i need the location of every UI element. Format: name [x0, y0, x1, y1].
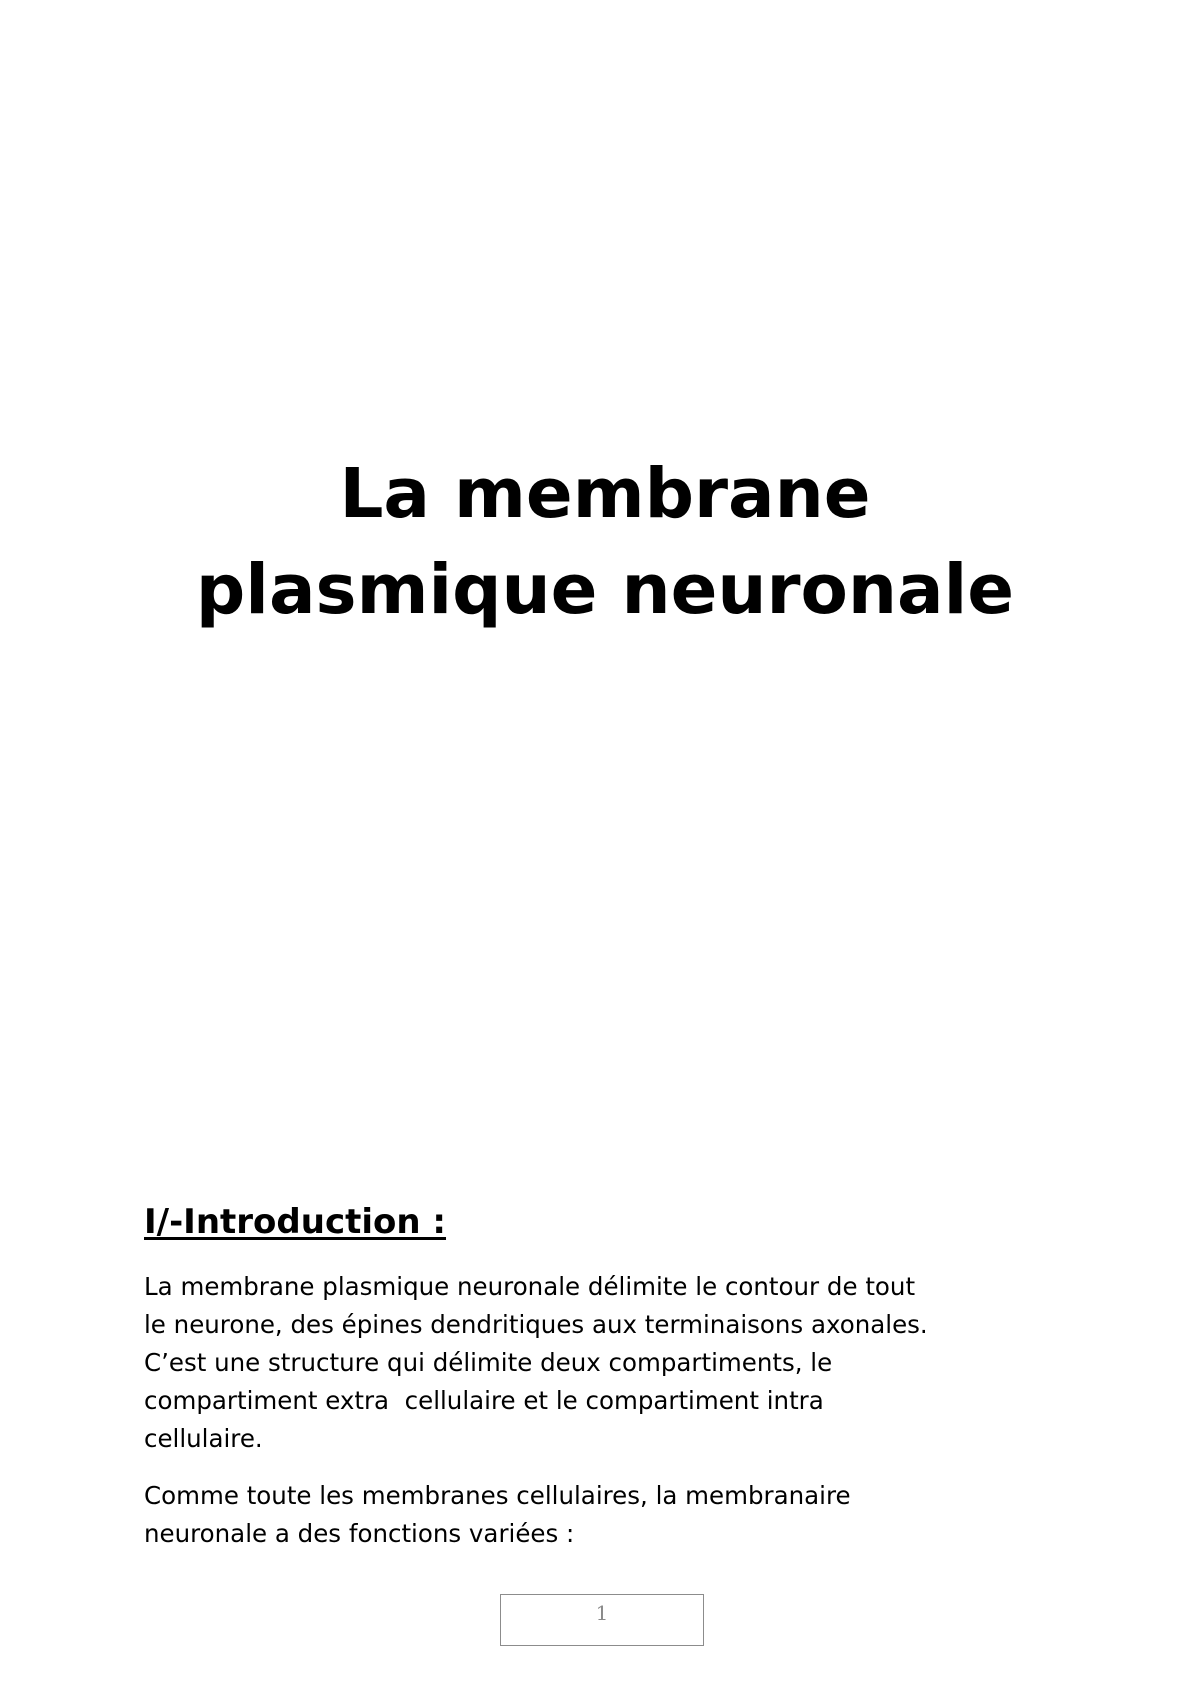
paragraph-1-line-4: compartiment extra cellulaire et le compartiment intra	[144, 1386, 824, 1415]
paragraph-2-line-2: neuronale a des fonctions variées :	[144, 1519, 575, 1548]
document-title-line-1: La membrane	[339, 454, 871, 534]
paragraph-2-line-1: Comme toute les membranes cellulaires, la membranaire	[144, 1481, 851, 1510]
paragraph-1-line-5: cellulaire.	[144, 1424, 263, 1453]
document-title-line-2: plasmique neuronale	[195, 550, 1015, 630]
introduction-paragraph-1	[144, 1268, 928, 1458]
paragraph-1-line-1: La membrane plasmique neuronale délimite le contour de tout	[144, 1272, 916, 1301]
introduction-paragraph-2	[144, 1477, 851, 1553]
page-number: 1	[500, 1594, 704, 1646]
section-heading-introduction: I/-Introduction :	[144, 1202, 447, 1242]
paragraph-1-line-2: le neurone, des épines dendritiques aux terminaisons axonales.	[144, 1310, 928, 1339]
document-title	[0, 446, 1200, 638]
paragraph-1-line-3: C’est une structure qui délimite deux compartiments, le	[144, 1348, 833, 1377]
